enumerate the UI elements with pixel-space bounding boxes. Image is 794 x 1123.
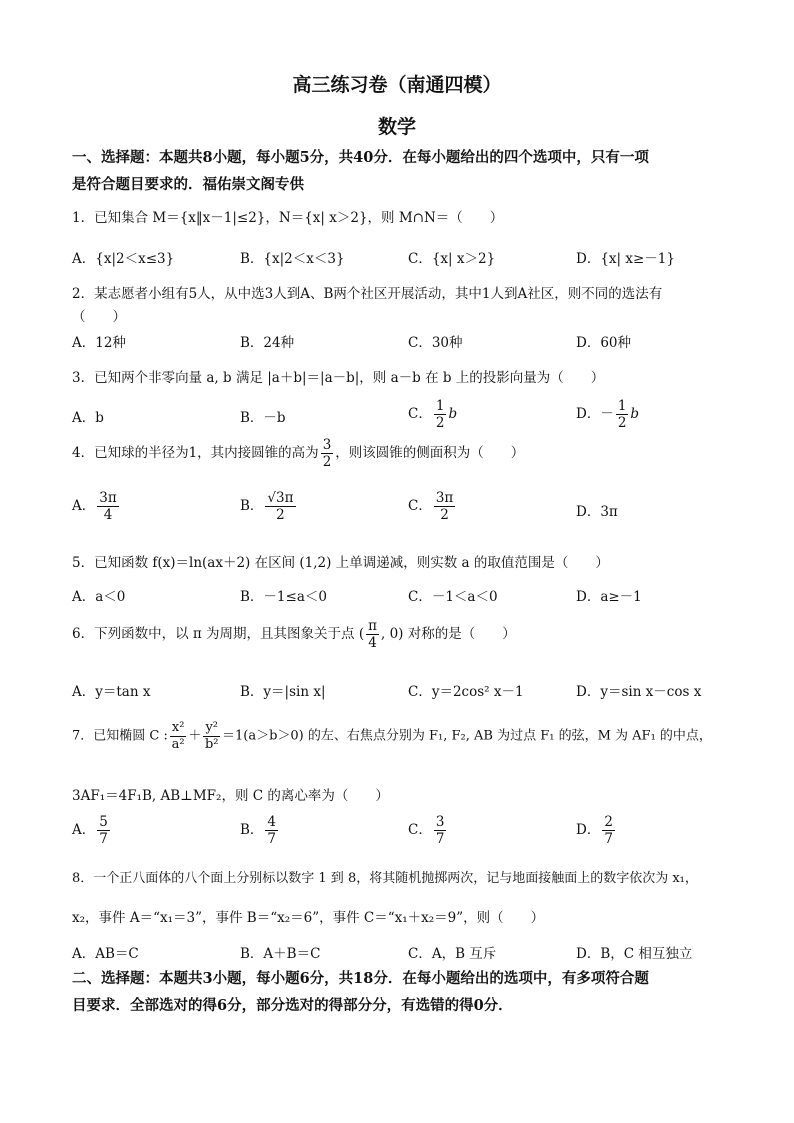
fraction [434, 398, 447, 431]
fraction-numerator: 1 [617, 398, 627, 414]
fraction-numerator: π [368, 618, 377, 634]
option-a-prefix: A． [72, 822, 96, 839]
option-c [408, 814, 448, 847]
fraction [616, 398, 629, 431]
option-d: D．a≥－1 [576, 589, 642, 605]
fraction [434, 490, 455, 523]
option-d [576, 814, 617, 847]
question-8-options [72, 942, 732, 968]
option-c: C．y＝2cos² x－1 [408, 684, 524, 700]
option-d-suffix: b [630, 406, 640, 423]
option-c [408, 398, 457, 431]
option-d: D．3π [576, 504, 618, 520]
option-b: B．24种 [240, 335, 295, 351]
fraction-numerator: x² [171, 720, 185, 735]
option-b [240, 490, 298, 523]
option-c: C．30种 [408, 335, 463, 351]
fraction-denominator: 2 [276, 507, 285, 524]
question-1-stem: 1．已知集合 M＝{x‖x－1|≤2}，N＝{x| x＞2}，则 M∩N＝（ ） [72, 210, 504, 226]
question-4-stem [72, 437, 524, 470]
option-d: D．{x| x≥－1} [576, 251, 675, 267]
fraction-numerator: 4 [267, 814, 277, 830]
option-c: C．A，B 互斥 [408, 946, 497, 962]
question-1-options [72, 247, 732, 273]
question-7-stem-post: ＝1(a＞b＞0) 的左、右焦点分别为 F₁, F₂, AB 为过点 F₁ 的弦，M 为 AF₁ 的中点， [222, 728, 712, 744]
question-7-stem-line1 [72, 720, 712, 752]
fraction-denominator: 2 [617, 415, 627, 432]
question-7-stem-line2: 3AF₁＝4F₁B, AB⊥MF₂，则 C 的离心率为（ ） [72, 788, 389, 804]
fraction-numerator: 3π [435, 490, 454, 506]
option-b: B．－1≤a＜0 [240, 589, 327, 605]
fraction [434, 814, 447, 847]
option-d-prefix: D． [576, 822, 601, 839]
fraction-denominator: 2 [322, 454, 332, 471]
option-c-prefix: C． [408, 822, 432, 839]
fraction-denominator: 7 [604, 831, 613, 848]
option-a: A．{x|2＜x≤3} [72, 251, 175, 267]
fraction-numerator: 2 [604, 814, 613, 830]
question-2-options [72, 331, 732, 357]
fraction-numerator: y² [205, 720, 218, 735]
fraction-denominator: 7 [435, 831, 445, 848]
option-c: C．{x| x＞2} [408, 251, 496, 267]
option-a-prefix: A． [72, 498, 96, 515]
question-3-stem: 3．已知两个非零向量 a, b 满足 |a＋b|＝|a－b|，则 a－b 在 b 上的投影向量为（ ） [72, 370, 605, 386]
option-a: A．AB＝C [72, 946, 139, 962]
fraction-numerator: 5 [99, 814, 108, 830]
option-d: D．B，C 相互独立 [576, 946, 693, 962]
fraction-denominator: 4 [368, 635, 377, 652]
fraction [602, 814, 615, 847]
question-6-options [72, 680, 732, 706]
option-a [72, 490, 121, 523]
fraction-denominator: 2 [435, 415, 445, 432]
section1-header-line1: 一、选择题：本题共8小题，每小题5分，共40分．在每小题给出的四个选项中，只有一项 [72, 149, 649, 166]
option-a: A．12种 [72, 335, 126, 351]
question-6-stem [72, 618, 516, 651]
question-4-stem-pre: 4．已知球的半径为1，其内接圆锥的高为 [72, 445, 319, 462]
option-b: B．{x|2＜x＜3} [240, 251, 345, 267]
option-a: A．a＜0 [72, 589, 126, 605]
question-2-stem-line2: （ ） [72, 309, 126, 325]
question-4-options [72, 490, 732, 534]
fraction [203, 720, 220, 752]
fraction-denominator: b² [204, 736, 219, 752]
question-5-stem: 5．已知函数 f(x)＝ln(ax＋2) 在区间 (1,2) 上单调递减，则实数 a 的取值范围是（ ） [72, 555, 609, 571]
section1-header-line2: 是符合题目要求的．福佑崇文阁专供 [72, 176, 304, 193]
fraction [366, 618, 379, 651]
fraction-denominator: 7 [99, 831, 108, 848]
option-d: D．y＝sin x－cos x [576, 684, 702, 700]
option-b: B．－b [240, 410, 286, 426]
exam-title: 高三练习卷（南通四模） [292, 74, 502, 96]
question-7-stem-pre: 7．已知椭圆 C : [72, 728, 168, 744]
option-b-prefix: B． [240, 822, 264, 839]
question-8-stem-line1: 8．一个正八面体的八个面上分别标以数字 1 到 8，将其随机抛掷两次，记与地面接触面上的数字依次为 x₁， [72, 871, 698, 886]
fraction-denominator: a² [171, 736, 185, 752]
option-d [576, 398, 639, 431]
section2-header-line2: 目要求．全部选对的得6分，部分选对的得部分分，有选错的得0分． [72, 997, 513, 1014]
option-c-suffix: b [448, 406, 458, 423]
fraction-numerator: 3π [99, 490, 117, 506]
option-b: B．A＋B＝C [240, 946, 321, 962]
option-b-prefix: B． [240, 498, 264, 515]
option-d: D．60种 [576, 335, 632, 351]
question-5-options [72, 585, 732, 611]
option-c-prefix: C． [408, 406, 432, 423]
fraction [321, 437, 334, 470]
fraction [265, 490, 295, 523]
fraction-denominator: 2 [440, 507, 449, 524]
fraction-denominator: 7 [267, 831, 277, 848]
option-a [72, 814, 112, 847]
fraction [97, 490, 118, 523]
option-c [408, 490, 457, 523]
fraction [170, 720, 187, 752]
option-d-prefix: D．－ [576, 406, 614, 423]
question-6-stem-post: , 0) 对称的是（ ） [380, 626, 516, 643]
fraction-numerator: 3 [435, 814, 445, 830]
question-6-stem-pre: 6．下列函数中，以 π 为周期，且其图象关于点 ( [72, 626, 365, 643]
option-a: A．b [72, 410, 104, 426]
question-2-stem-line1: 2．某志愿者小组有5人，从中选3人到A、B两个社区开展活动，其中1人到A社区，则不同的选法有 [72, 286, 663, 302]
section2-header-line1: 二、选择题：本题共3小题，每小题6分，共18分．在每小题给出的选项中，有多项符合题 [72, 970, 649, 987]
option-a: A．y＝tan x [72, 684, 151, 700]
question-8-stem-line2: x₂，事件 A＝“x₁＝3”，事件 B＝“x₂＝6”，事件 C＝“x₁＋x₂＝9”，则（ ） [72, 910, 545, 926]
question-4-stem-post: ，则该圆锥的侧面积为（ ） [335, 445, 525, 462]
option-c-prefix: C． [408, 498, 432, 515]
fraction-numerator: √3π [267, 490, 294, 506]
fraction-numerator: 1 [435, 398, 445, 414]
plus-sign: ＋ [188, 728, 202, 744]
option-b [240, 814, 280, 847]
option-c: C．－1＜a＜0 [408, 589, 498, 605]
question-7-options [72, 814, 732, 858]
option-b: B．y＝|sin x| [240, 684, 326, 700]
subject-title: 数学 [377, 116, 416, 138]
fraction [265, 814, 278, 847]
fraction-numerator: 3 [322, 437, 332, 453]
question-3-options [72, 398, 732, 438]
fraction-denominator: 4 [103, 507, 113, 524]
fraction [97, 814, 110, 847]
